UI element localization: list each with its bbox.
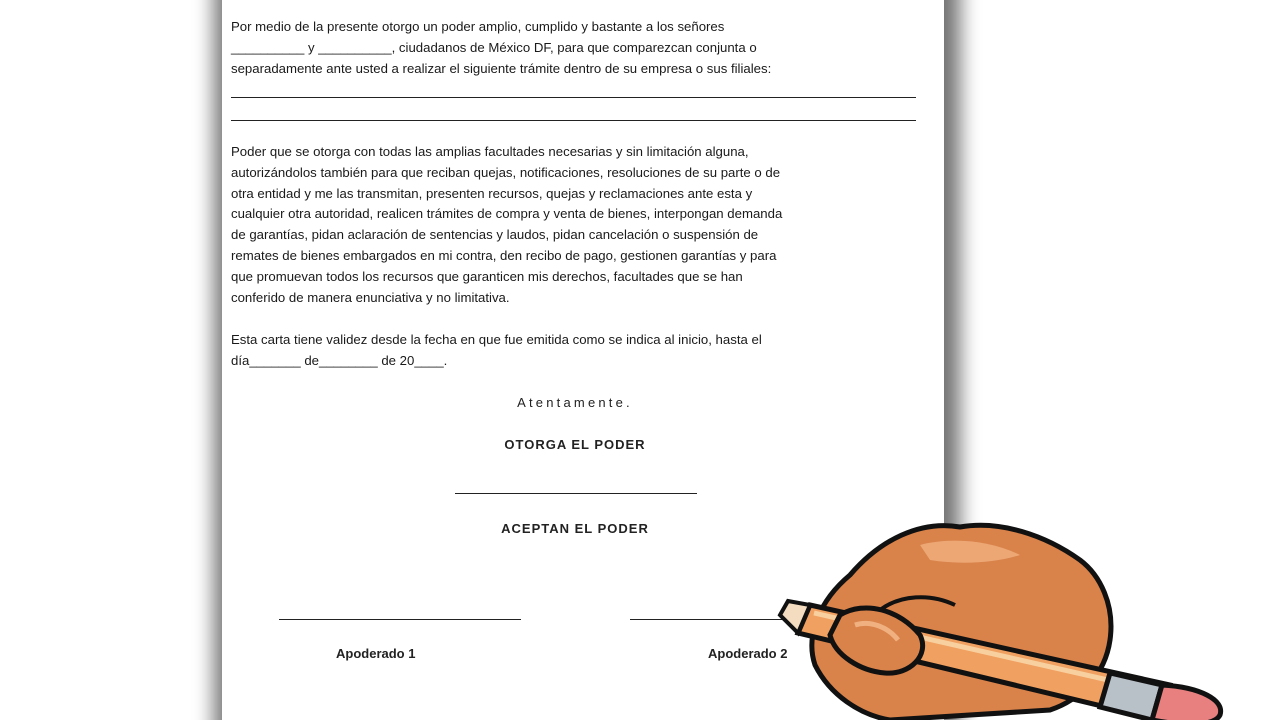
accept-heading: ACEPTAN EL PODER <box>501 521 649 536</box>
attorney-1-label: Apoderado 1 <box>336 646 416 661</box>
blank-line-1 <box>231 97 916 98</box>
eraser-shape <box>1152 685 1221 720</box>
closing-text: Atentamente. <box>517 395 633 410</box>
powers-paragraph: Poder que se otorga con todas las amplias facultades necesarias y sin limitación alguna, autorizándolos también para que reciban quejas, notificaciones, resoluciones de su parte o de otra entidad y me las transmitan, presenten recursos, quejas y reclamaciones ante esta y cualquier otra autoridad, realicen trámites de compra y venta de bienes, interpongan demanda de garantías, pidan aclaración de sentencias y laudos, pidan cancelación o suspensión de remates de bienes embargados en mi contra, den recibo de pago, gestionen garantías y para que promuevan todos los recursos que garanticen mis derechos, facultades que se han conferido de manera enunciativa y no limitativa. <box>231 144 783 305</box>
blank-line-2 <box>231 120 916 121</box>
attorney-1-signature-line <box>279 619 521 620</box>
grantor-signature-line <box>455 493 697 494</box>
grantor-heading: OTORGA EL PODER <box>504 437 646 452</box>
validity-paragraph: Esta carta tiene validez desde la fecha en que fue emitida como se indica al inicio, hasta el día_______ de________ de 20____. <box>231 332 762 368</box>
hand-writing-pencil-icon <box>770 515 1240 720</box>
attorney-2-label: Apoderado 2 <box>708 646 788 661</box>
intro-paragraph: Por medio de la presente otorgo un poder amplio, cumplido y bastante a los señores __________ y __________, ciudadanos de México DF, para que comparezcan conjunta o separadamente ante usted a realizar el siguiente trámite dentro de su empresa o sus filiales: <box>231 19 772 76</box>
